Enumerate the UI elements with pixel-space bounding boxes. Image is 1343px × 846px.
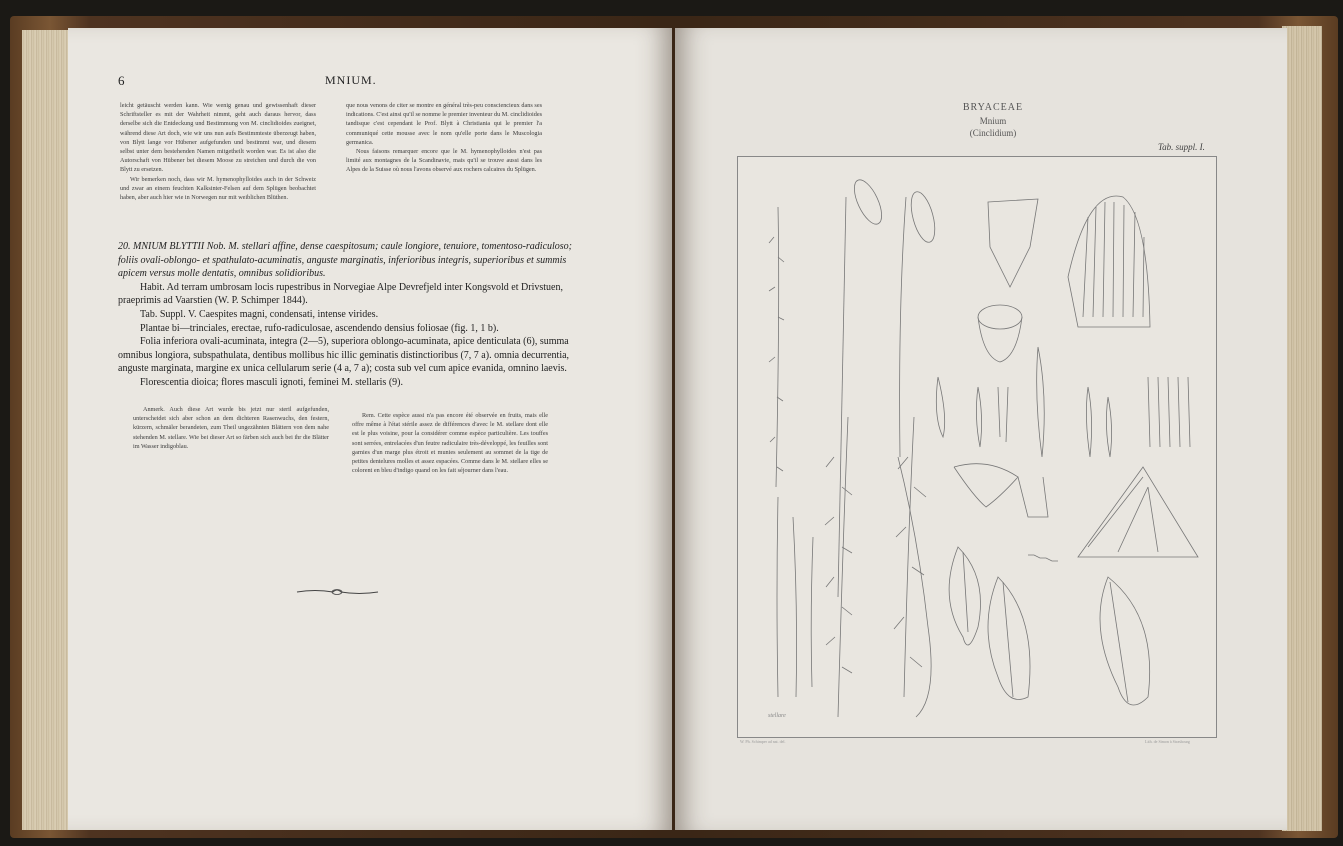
folia: Folia inferiora ovali-acuminata, integra (2—5), superiora oblongo-acuminata, apice denticulata (6), summa omnibus longiora, subspathulata, dentibus mollibus hic illic geminatis distinctioribus (7, 7 a). omnia decurrentia, anguste marginata, margine ex unica cellularum serie (4 a, 7 a); costa sub vel cum apice evanida, omnino laevis. (118, 336, 570, 375)
page-number: 6 (118, 73, 125, 88)
french-paragraph-2: Nous faisons remarquer encore que le M. hymenophylloides n'est pas limité aux montagnes de la Scandinavie, mais qu'il se trouve aussi dans les Alpes de la Suisse où nous l'avons observé aux rochers calcaires du Splügen. (346, 148, 542, 174)
anmerkung-text: Anmerk. Auch diese Art wurde bis jetzt nur steril aufgefunden, unterscheidet sich aber schon an dem dichteren Rasenwuchs, den festern, kürzern, schmäler berandeten, zum Theil ungezähnten Blättern von dem nahe stehenden M. stellare. Wie bei dieser Art so färben sich auch bei ihr die Blätter im Wasser indigoblau. (133, 406, 329, 450)
florescentia: Florescentia dioica; flores masculi ignoti, feminei M. stellaris (9). (140, 376, 403, 388)
french-column (346, 101, 542, 175)
page-edges-left (22, 30, 70, 830)
plate-section: (Cinclidium) (969, 128, 1017, 138)
german-paragraph-2: Wir bemerken noch, dass wir M. hymenophylloides auch in der Schweiz und zwar an einem feuchten Kalksinter-Felsen auf dem Splügen beobachtet haben, aber auch hier wie in Norwegen nur mit weiblichen Blüthen. (120, 175, 316, 202)
botanical-plate (737, 156, 1217, 738)
german-column (120, 101, 316, 202)
remarque-text: Rem. Cette espèce aussi n'a pas encore été observée en fruits, mais elle offre même à l'état stérile assez de différences d'avec le M. stellare dont elle est le plus voisine, pour la considérer comme espèce particulière. Les touffes sont serrées, entrelacées d'un feutre radiculaire très-développé, les feuilles sont garnies d'un marge plus étroit et munies seulement au sommet de la tige de petites dentelures molles et assez espacées. Comme dans le M. stellare elles se colorent en bleu d'indigo quand on les fait séjourner dans l'eau. (352, 412, 548, 475)
french-paragraph-1: que nous venons de citer se montre en général très-peu consciencieux dans ses indications. C'est ainsi qu'il se nomme le premier inventeur du M. cinclidioides tandisque c'est cependant le Prof. Blytt à Christiania qui le premier l'a communiqué cette mousse avec le nom qu'elle porte dans le Muscologia germanica. (346, 102, 542, 146)
german-paragraph-1: leicht getäuscht werden kann. Wie wenig genau und gewissenhaft dieser Schriftsteller es mit der Wahrheit nimmt, geht auch daraus hervor, dass derselbe sich die Entdeckung und Bestimmung von M. cinclidioides zueignet, während diese Art doch, wie wir uns nun aufs Bestimmteste überzeugt haben, von Blytt lange vor Hübener aufgefunden und bestimmt war, und diesem selbst unter dem bestehenden Namen mitgetheilt worden war. Es ist also die Autorschaft von Hübener bei diesem Moose zu streichen und durch die von Blytt zu ersetzen. (120, 102, 316, 174)
plantae: Plantae bi—trinciales, erectae, rufo-radiculosae, ascendendo densius foliosae (fig. 1, 1 b). (140, 322, 499, 334)
tab-reference: Tab. Suppl. V. Caespites magni, condensati, intense virides. (140, 308, 379, 320)
plate-credit-right: Lith. de Simon à Strasbourg (1145, 739, 1190, 744)
end-ornament (295, 587, 380, 597)
species-description (118, 240, 572, 390)
plate-credit-left: W. Ph. Schimper ad nat. del. (740, 739, 786, 744)
running-head: MNIUM. (325, 73, 377, 87)
right-page (675, 28, 1287, 830)
remarque (352, 411, 548, 475)
plate-label: Tab. suppl. I. (1158, 142, 1205, 152)
habitat: Habit. Ad terram umbrosam locis rupestribus in Norvegiae Alpe Devrefjeld inter Kongsvold et Drivstuen, praeprimis ad Vaarstien (W. P. Schimper 1844). (118, 281, 563, 307)
moss-illustration (738, 157, 1216, 737)
plate-family: BRYACEAE (962, 102, 1024, 113)
page-edges-right (1282, 26, 1322, 831)
left-page (68, 28, 672, 830)
anmerkung (133, 405, 329, 451)
species-caption: stellare (768, 713, 786, 719)
plate-genus: Mnium (979, 116, 1007, 126)
species-heading: 20. MNIUM BLYTTII Nob. M. stellari affine, dense caespitosum; caule longiore, tenuiore, tomentoso-radiculoso; foliis ovali-oblongo- et spathulato-acuminatis, anguste marginatis, inferioribus integris, superioribus et summis apicem versus molle dentatis, omnibus solidioribus. (118, 241, 573, 280)
